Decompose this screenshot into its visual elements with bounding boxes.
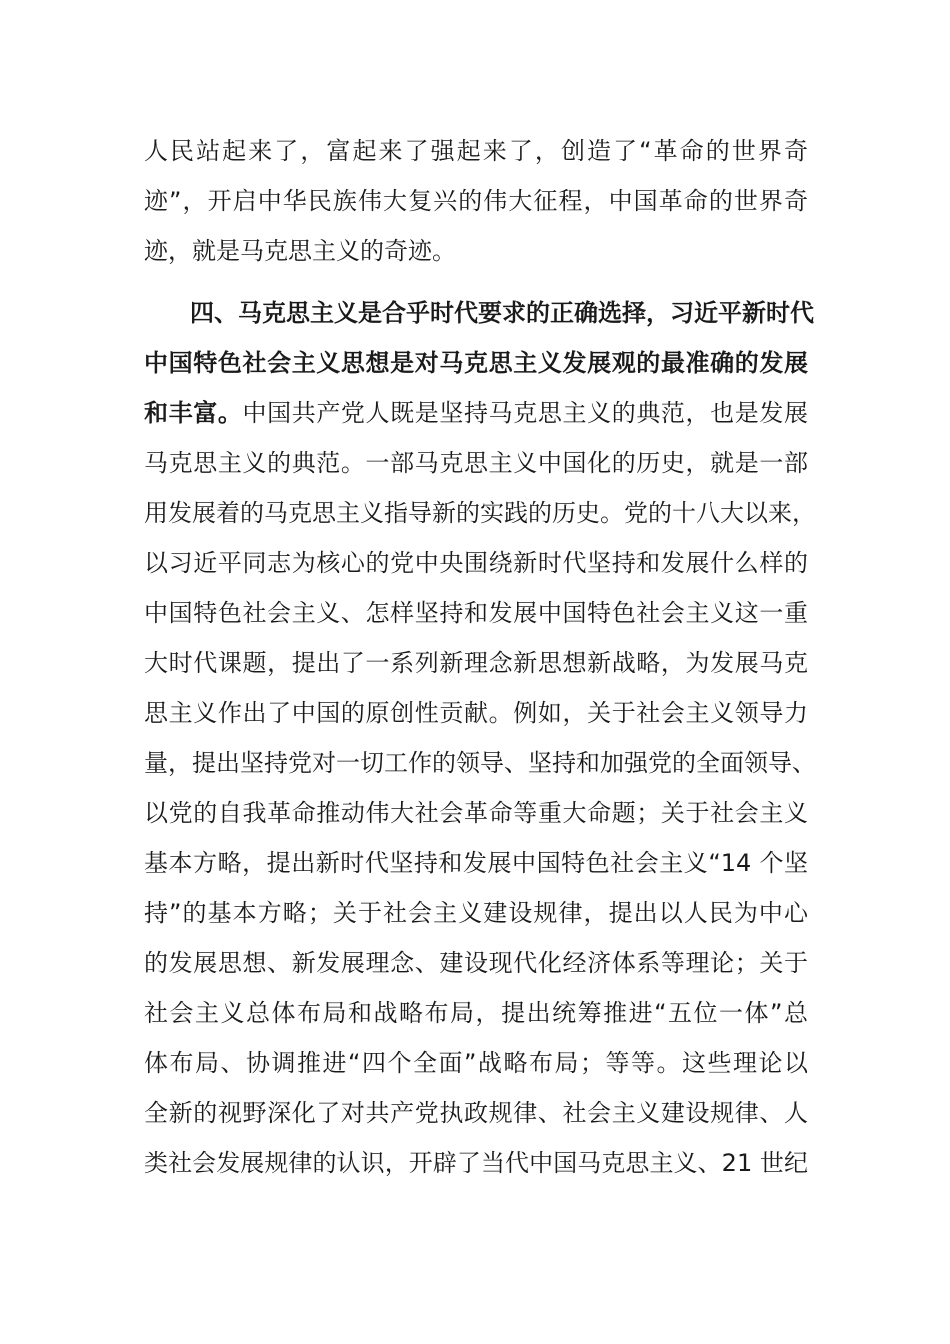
text-line: 社会主义总体布局和战略布局，提出统筹推进“五位一体”总 bbox=[144, 999, 808, 1027]
text-line: 以党的自我革命推动伟大社会革命等重大命题；关于社会主义 bbox=[144, 799, 808, 827]
text-line: 马克思主义的典范。一部马克思主义中国化的历史，就是一部 bbox=[144, 449, 808, 477]
text-line: 以习近平同志为核心的党中央围绕新时代坚持和发展什么样的 bbox=[144, 549, 808, 577]
paragraph-2 bbox=[144, 288, 816, 1188]
text-line: 全新的视野深化了对共产党执政规律、社会主义建设规律、人 bbox=[144, 1099, 808, 1127]
text-line: 人民站起来了，富起来了强起来了，创造了“革命的世界奇 bbox=[144, 137, 808, 165]
text-line: 迹”，开启中华民族伟大复兴的伟大征程，中国革命的世界奇 bbox=[144, 187, 808, 215]
text-line: 中国特色社会主义、怎样坚持和发展中国特色社会主义这一重 bbox=[144, 599, 808, 627]
text-line: 思主义作出了中国的原创性贡献。例如，关于社会主义领导力 bbox=[144, 699, 808, 727]
section-heading-line: 四、马克思主义是合乎时代要求的正确选择，习近平新时代 bbox=[190, 299, 814, 327]
text-line: 量，提出坚持党对一切工作的领导、坚持和加强党的全面领导、 bbox=[144, 749, 816, 777]
mixed-line bbox=[144, 388, 808, 438]
paragraph-1 bbox=[144, 126, 808, 276]
body-text-start: 中国共产党人既是坚持马克思主义的典范，也是发展 bbox=[242, 399, 809, 427]
text-line: 迹，就是马克思主义的奇迹。 bbox=[144, 237, 456, 265]
text-line: 基本方略，提出新时代坚持和发展中国特色社会主义“14 个坚 bbox=[144, 849, 808, 877]
text-line: 持”的基本方略；关于社会主义建设规律，提出以人民为中心 bbox=[144, 899, 808, 927]
text-line: 用发展着的马克思主义指导新的实践的历史。党的十八大以来， bbox=[144, 499, 816, 527]
text-line: 类社会发展规律的认识，开辟了当代中国马克思主义、21 世纪 bbox=[144, 1149, 808, 1177]
text-line: 大时代课题，提出了一系列新理念新思想新战略，为发展马克 bbox=[144, 649, 808, 677]
section-heading-line: 中国特色社会主义思想是对马克思主义发展观的最准确的发展 bbox=[144, 349, 808, 377]
text-line: 的发展思想、新发展理念、建设现代化经济体系等理论；关于 bbox=[144, 949, 808, 977]
text-line: 体布局、协调推进“四个全面”战略布局；等等。这些理论以 bbox=[144, 1049, 808, 1077]
section-heading-end: 和丰富。 bbox=[144, 399, 243, 427]
